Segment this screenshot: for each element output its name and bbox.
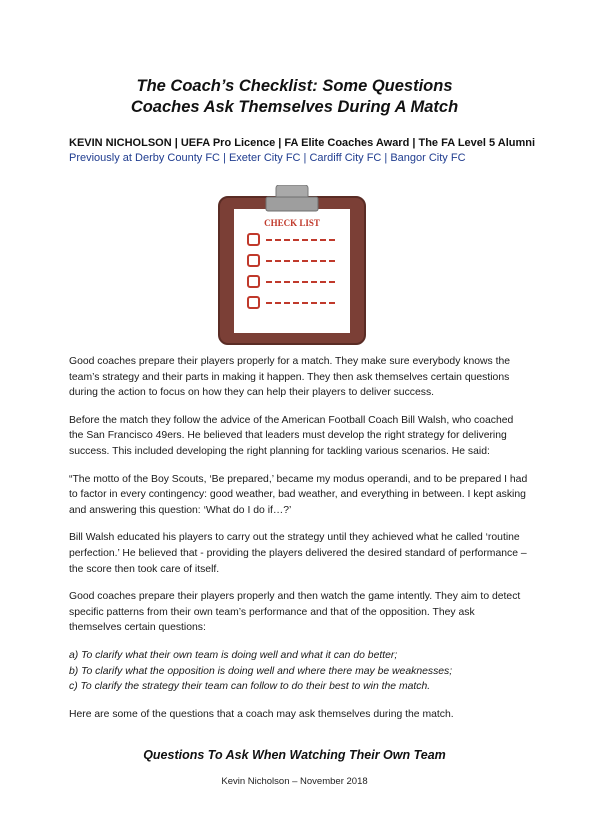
title-line-1: The Coach’s Checklist: Some Questions <box>136 77 453 95</box>
previous-clubs: Previously at Derby County FC | Exeter City FC | Cardiff City FC | Bangor City FC <box>69 152 466 164</box>
question-item: b) To clarify what the opposition is doing well and where there may be weaknesses; <box>69 665 453 677</box>
question-item: a) To clarify what their own team is doing well and what it can do better; <box>69 649 398 661</box>
checklist-header-text: CHECK LIST <box>264 218 320 228</box>
closing-paragraph: Here are some of the questions that a coach may ask themselves during the match. <box>69 708 454 720</box>
quote-paragraph: “The motto of the Boy Scouts, ‘Be prepared,’ became my modus operandi, and to be prepared I had to factor in every contingency: good weather, bad weather, and everything in between. I kept asking and answering this question: ‘What do I do if…?’ <box>69 473 528 516</box>
paragraph: Good coaches prepare their players properly for a match. They make sure everybody knows the team’s strategy and their parts in making it happen. They then ask themselves certain questions during the action to focus on how they can help their players to deliver success. <box>69 356 511 399</box>
page-footer: Kevin Nicholson – November 2018 <box>221 776 368 787</box>
article-body <box>69 354 529 734</box>
paragraph: Before the match they follow the advice of the American Football Coach Bill Walsh, who coached the San Francisco 49ers. He believed that leaders must develop the right strategy for delivering success. This included developing the right planning for tackling various scenarios. He said: <box>69 414 514 457</box>
section-subheading: Questions To Ask When Watching Their Own Team <box>143 748 446 762</box>
document-title <box>0 76 589 118</box>
paragraph: Good coaches prepare their players properly and then watch the game intently. They aim to detect specific patterns from their own team’s performance and that of the opposition. They ask themselves certain questions: <box>69 591 521 634</box>
author-credentials: KEVIN NICHOLSON | UEFA Pro Licence | FA Elite Coaches Award | The FA Level 5 Alumni <box>69 137 536 149</box>
title-line-2: Coaches Ask Themselves During A Match <box>130 98 459 116</box>
question-item: c) To clarify the strategy their team can follow to do their best to win the match. <box>69 681 431 693</box>
paragraph: Bill Walsh educated his players to carry out the strategy until they achieved what he called ‘routine perfection.’ He believed that - providing the players delivered the desired standard of performance – the score then took care of itself. <box>69 532 527 575</box>
question-list <box>69 648 529 695</box>
clipboard-checklist-icon <box>218 185 366 345</box>
